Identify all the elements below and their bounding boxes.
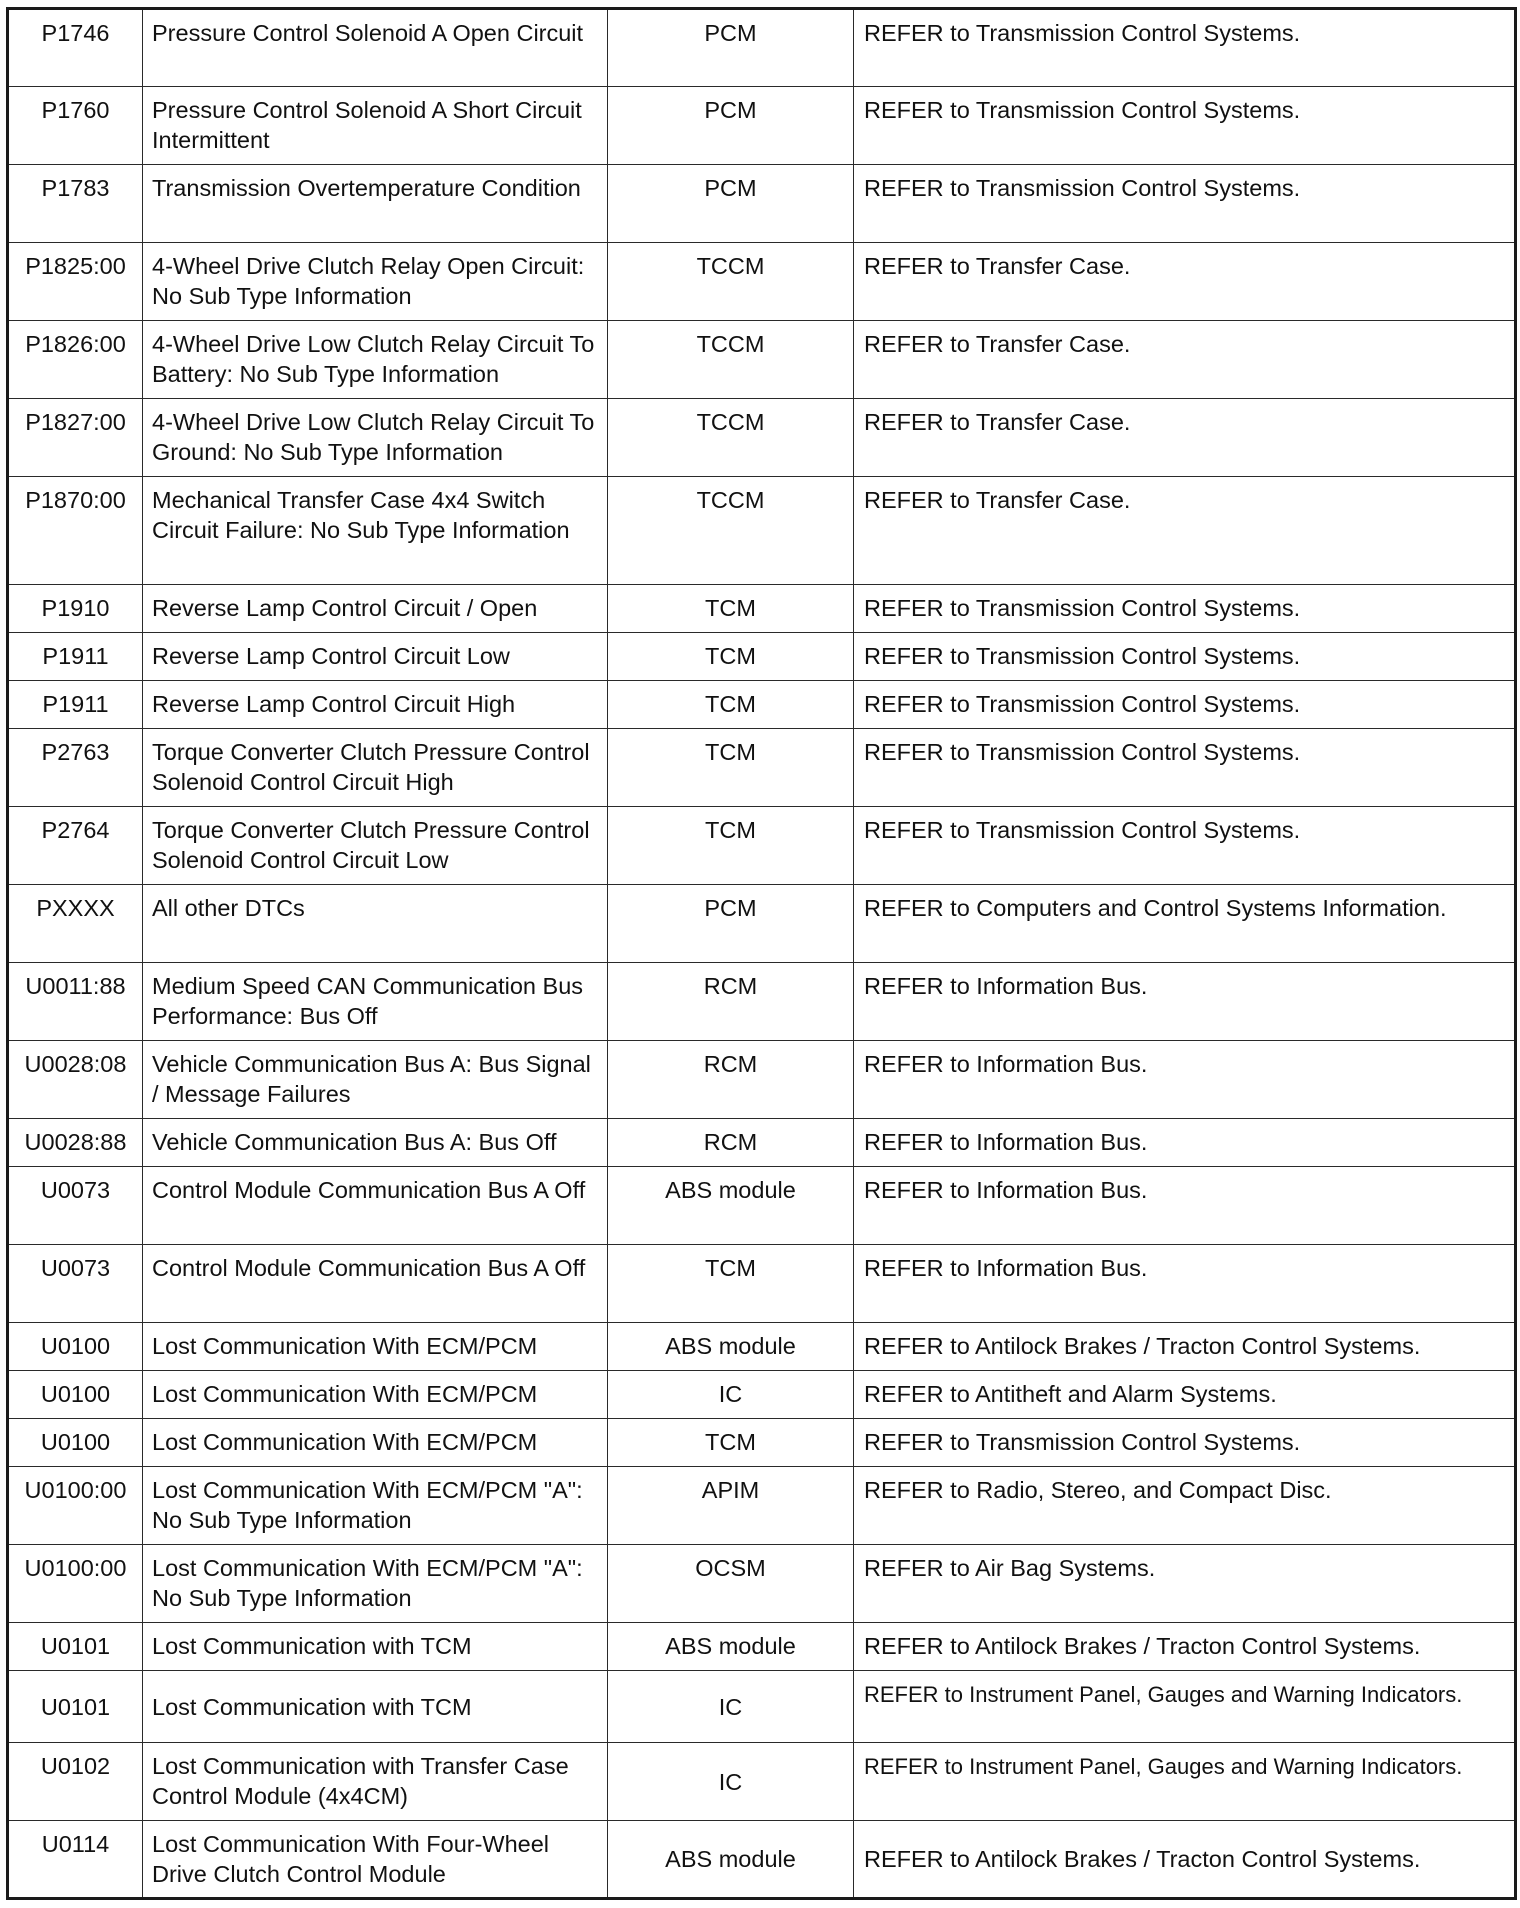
dtc-code-cell: P1911 (8, 681, 143, 729)
action-cell: REFER to Instrument Panel, Gauges and Warning Indicators. (854, 1743, 1516, 1821)
action-cell: REFER to Transfer Case. (854, 321, 1516, 399)
action-cell: REFER to Transmission Control Systems. (854, 585, 1516, 633)
module-cell: TCCM (608, 477, 854, 585)
table-row (8, 1467, 1516, 1545)
description-cell: Reverse Lamp Control Circuit Low (143, 633, 608, 681)
description-cell: Reverse Lamp Control Circuit / Open (143, 585, 608, 633)
module-cell: OCSM (608, 1545, 854, 1623)
dtc-code-cell: U0101 (8, 1623, 143, 1671)
table-row (8, 9, 1516, 87)
module-cell: IC (608, 1743, 854, 1821)
dtc-code-cell: U0028:88 (8, 1119, 143, 1167)
action-cell: REFER to Computers and Control Systems Information. (854, 885, 1516, 963)
dtc-code-cell: U0101 (8, 1671, 143, 1743)
description-cell: Lost Communication With ECM/PCM (143, 1419, 608, 1467)
dtc-code-cell: P1827:00 (8, 399, 143, 477)
table-row (8, 1371, 1516, 1419)
action-cell: REFER to Information Bus. (854, 963, 1516, 1041)
table-row (8, 963, 1516, 1041)
module-cell: RCM (608, 963, 854, 1041)
module-cell: TCM (608, 585, 854, 633)
action-cell: REFER to Information Bus. (854, 1119, 1516, 1167)
table-row (8, 807, 1516, 885)
table-row (8, 585, 1516, 633)
dtc-code-cell: P1783 (8, 165, 143, 243)
description-cell: Medium Speed CAN Communication Bus Performance: Bus Off (143, 963, 608, 1041)
module-cell: PCM (608, 885, 854, 963)
module-cell: ABS module (608, 1323, 854, 1371)
module-cell: TCCM (608, 399, 854, 477)
table-row (8, 885, 1516, 963)
dtc-code-cell: P1746 (8, 9, 143, 87)
module-cell: IC (608, 1371, 854, 1419)
table-row (8, 399, 1516, 477)
action-cell: REFER to Antitheft and Alarm Systems. (854, 1371, 1516, 1419)
action-cell: REFER to Transfer Case. (854, 477, 1516, 585)
action-cell: REFER to Transfer Case. (854, 243, 1516, 321)
table-row (8, 1119, 1516, 1167)
description-cell: Lost Communication with TCM (143, 1623, 608, 1671)
table-row (8, 729, 1516, 807)
action-cell: REFER to Transmission Control Systems. (854, 681, 1516, 729)
action-cell: REFER to Information Bus. (854, 1041, 1516, 1119)
dtc-code-cell: U0100:00 (8, 1467, 143, 1545)
module-cell: PCM (608, 9, 854, 87)
module-cell: TCM (608, 1419, 854, 1467)
table-row (8, 243, 1516, 321)
description-cell: Lost Communication with Transfer Case Control Module (4x4CM) (143, 1743, 608, 1821)
dtc-code-cell: P2764 (8, 807, 143, 885)
module-cell: ABS module (608, 1623, 854, 1671)
table-row (8, 321, 1516, 399)
description-cell: Vehicle Communication Bus A: Bus Signal / Message Failures (143, 1041, 608, 1119)
action-cell: REFER to Radio, Stereo, and Compact Disc. (854, 1467, 1516, 1545)
action-cell: REFER to Transmission Control Systems. (854, 165, 1516, 243)
dtc-code-cell: P1760 (8, 87, 143, 165)
table-row (8, 681, 1516, 729)
description-cell: Lost Communication with TCM (143, 1671, 608, 1743)
dtc-code-cell: P1825:00 (8, 243, 143, 321)
table-row (8, 1323, 1516, 1371)
dtc-table-body (8, 9, 1516, 1899)
table-row (8, 1245, 1516, 1323)
dtc-code-cell: P2763 (8, 729, 143, 807)
module-cell: PCM (608, 165, 854, 243)
dtc-code-cell: U0073 (8, 1167, 143, 1245)
description-cell: Pressure Control Solenoid A Short Circuit Intermittent (143, 87, 608, 165)
table-row (8, 477, 1516, 585)
table-row (8, 1623, 1516, 1671)
dtc-code-cell: U0114 (8, 1821, 143, 1899)
dtc-code-cell: U0011:88 (8, 963, 143, 1041)
description-cell: Lost Communication With ECM/PCM "A": No Sub Type Information (143, 1545, 608, 1623)
action-cell: REFER to Instrument Panel, Gauges and Warning Indicators. (854, 1671, 1516, 1743)
table-row (8, 1041, 1516, 1119)
action-cell: REFER to Information Bus. (854, 1245, 1516, 1323)
module-cell: PCM (608, 87, 854, 165)
dtc-code-cell: U0073 (8, 1245, 143, 1323)
dtc-code-cell: U0100 (8, 1323, 143, 1371)
module-cell: RCM (608, 1041, 854, 1119)
description-cell: Pressure Control Solenoid A Open Circuit (143, 9, 608, 87)
dtc-code-cell: P1911 (8, 633, 143, 681)
module-cell: ABS module (608, 1167, 854, 1245)
table-row (8, 633, 1516, 681)
table-row (8, 1671, 1516, 1743)
module-cell: IC (608, 1671, 854, 1743)
description-cell: Mechanical Transfer Case 4x4 Switch Circuit Failure: No Sub Type Information (143, 477, 608, 585)
table-row (8, 1821, 1516, 1899)
description-cell: 4-Wheel Drive Low Clutch Relay Circuit To Ground: No Sub Type Information (143, 399, 608, 477)
action-cell: REFER to Transmission Control Systems. (854, 9, 1516, 87)
module-cell: TCM (608, 807, 854, 885)
action-cell: REFER to Transfer Case. (854, 399, 1516, 477)
action-cell: REFER to Transmission Control Systems. (854, 729, 1516, 807)
description-cell: Torque Converter Clutch Pressure Control Solenoid Control Circuit High (143, 729, 608, 807)
dtc-code-cell: P1910 (8, 585, 143, 633)
module-cell: ABS module (608, 1821, 854, 1899)
description-cell: Transmission Overtemperature Condition (143, 165, 608, 243)
dtc-code-cell: U0100 (8, 1371, 143, 1419)
module-cell: TCM (608, 729, 854, 807)
module-cell: TCCM (608, 321, 854, 399)
action-cell: REFER to Information Bus. (854, 1167, 1516, 1245)
description-cell: Torque Converter Clutch Pressure Control Solenoid Control Circuit Low (143, 807, 608, 885)
action-cell: REFER to Antilock Brakes / Tracton Control Systems. (854, 1821, 1516, 1899)
table-row (8, 87, 1516, 165)
module-cell: TCM (608, 1245, 854, 1323)
description-cell: Control Module Communication Bus A Off (143, 1245, 608, 1323)
description-cell: Lost Communication With ECM/PCM "A": No Sub Type Information (143, 1467, 608, 1545)
description-cell: Lost Communication With ECM/PCM (143, 1371, 608, 1419)
module-cell: TCM (608, 681, 854, 729)
dtc-code-cell: P1870:00 (8, 477, 143, 585)
action-cell: REFER to Antilock Brakes / Tracton Control Systems. (854, 1323, 1516, 1371)
description-cell: Reverse Lamp Control Circuit High (143, 681, 608, 729)
table-row (8, 1743, 1516, 1821)
dtc-code-cell: P1826:00 (8, 321, 143, 399)
description-cell: All other DTCs (143, 885, 608, 963)
module-cell: TCM (608, 633, 854, 681)
action-cell: REFER to Transmission Control Systems. (854, 87, 1516, 165)
module-cell: APIM (608, 1467, 854, 1545)
action-cell: REFER to Transmission Control Systems. (854, 807, 1516, 885)
dtc-code-cell: U0028:08 (8, 1041, 143, 1119)
table-row (8, 1419, 1516, 1467)
description-cell: 4-Wheel Drive Low Clutch Relay Circuit To Battery: No Sub Type Information (143, 321, 608, 399)
module-cell: TCCM (608, 243, 854, 321)
table-row (8, 1167, 1516, 1245)
table-row (8, 1545, 1516, 1623)
dtc-table (6, 7, 1517, 1900)
dtc-code-cell: PXXXX (8, 885, 143, 963)
description-cell: Lost Communication With ECM/PCM (143, 1323, 608, 1371)
action-cell: REFER to Transmission Control Systems. (854, 1419, 1516, 1467)
description-cell: Lost Communication With Four-Wheel Drive Clutch Control Module (143, 1821, 608, 1899)
action-cell: REFER to Antilock Brakes / Tracton Control Systems. (854, 1623, 1516, 1671)
dtc-code-cell: U0100:00 (8, 1545, 143, 1623)
module-cell: RCM (608, 1119, 854, 1167)
description-cell: 4-Wheel Drive Clutch Relay Open Circuit: No Sub Type Information (143, 243, 608, 321)
action-cell: REFER to Transmission Control Systems. (854, 633, 1516, 681)
description-cell: Control Module Communication Bus A Off (143, 1167, 608, 1245)
action-cell: REFER to Air Bag Systems. (854, 1545, 1516, 1623)
dtc-code-cell: U0102 (8, 1743, 143, 1821)
dtc-code-cell: U0100 (8, 1419, 143, 1467)
description-cell: Vehicle Communication Bus A: Bus Off (143, 1119, 608, 1167)
table-row (8, 165, 1516, 243)
